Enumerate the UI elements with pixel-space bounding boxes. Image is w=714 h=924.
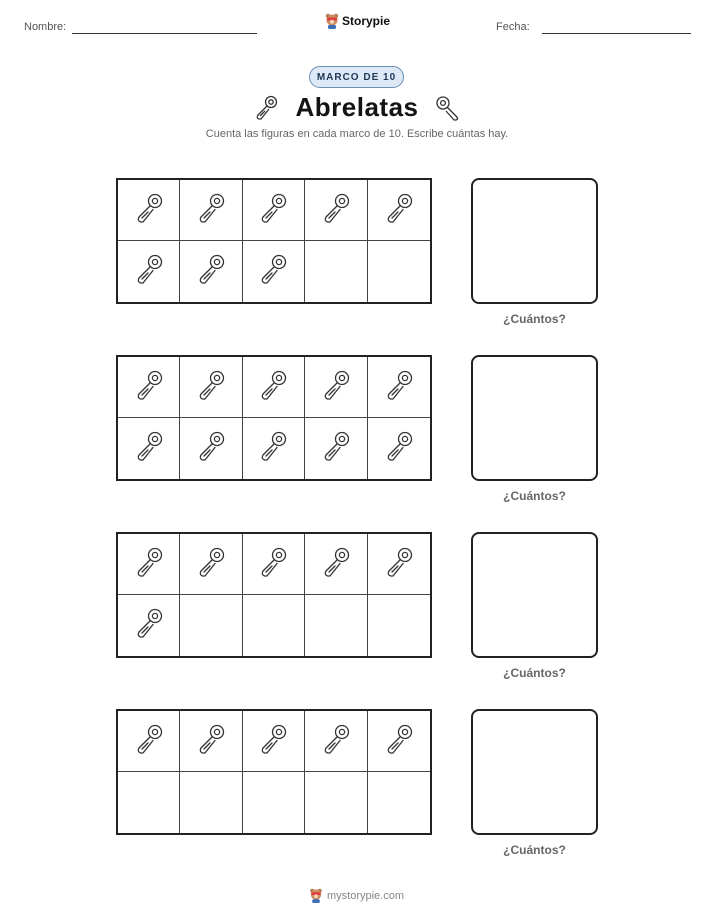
- bear-mascot-icon: [325, 13, 339, 29]
- date-label: Fecha:: [496, 21, 530, 33]
- frame-cell: [368, 595, 430, 656]
- can-opener-icon: [194, 368, 228, 407]
- frame-cell: [118, 772, 180, 833]
- footer-url: mystorypie.com: [327, 889, 405, 902]
- frame-cell: [180, 418, 242, 479]
- frame-cell: [118, 357, 180, 418]
- can-opener-icon: [382, 722, 416, 761]
- can-opener-icon: [132, 722, 166, 761]
- frame-cell: [368, 534, 430, 595]
- bear-mascot-icon: [309, 888, 323, 903]
- can-opener-icon: [319, 429, 353, 468]
- frame-cell: [368, 418, 430, 479]
- answer-box-2[interactable]: [471, 355, 598, 481]
- topic-badge: MARCO DE 10: [309, 66, 404, 88]
- frame-cell: [305, 357, 367, 418]
- date-line[interactable]: [542, 33, 691, 34]
- frame-cell: [180, 534, 242, 595]
- can-opener-icon: [256, 429, 290, 468]
- frame-cell: [180, 772, 242, 833]
- can-opener-icon: [194, 429, 228, 468]
- frame-cell: [180, 711, 242, 772]
- can-opener-icon: [132, 252, 166, 291]
- footer: [309, 888, 404, 903]
- frame-cell: [118, 711, 180, 772]
- can-opener-icon: [132, 368, 166, 407]
- frame-cell: [243, 357, 305, 418]
- frame-cell: [118, 534, 180, 595]
- answer-label-1: ¿Cuántos?: [503, 312, 566, 326]
- can-opener-icon: [256, 545, 290, 584]
- frame-cell: [118, 241, 180, 302]
- answer-label-4: ¿Cuántos?: [503, 843, 566, 857]
- can-opener-icon: [382, 429, 416, 468]
- frame-cell: [243, 772, 305, 833]
- can-opener-icon: [382, 545, 416, 584]
- can-opener-icon: [132, 191, 166, 230]
- ten-frame-3: [116, 532, 432, 658]
- frame-cell: [180, 241, 242, 302]
- ten-frame-1: [116, 178, 432, 304]
- ten-frame-2: [116, 355, 432, 481]
- frame-cell: [243, 595, 305, 656]
- can-opener-icon: [382, 368, 416, 407]
- can-opener-icon: [132, 545, 166, 584]
- frame-cell: [243, 418, 305, 479]
- frame-cell: [118, 595, 180, 656]
- frame-cell: [243, 180, 305, 241]
- can-opener-icon: [319, 368, 353, 407]
- frame-cell: [118, 418, 180, 479]
- frame-cell: [243, 711, 305, 772]
- frame-cell: [180, 180, 242, 241]
- frame-cell: [305, 595, 367, 656]
- answer-label-3: ¿Cuántos?: [503, 666, 566, 680]
- can-opener-icon: [194, 191, 228, 230]
- frame-cell: [180, 595, 242, 656]
- frame-cell: [305, 534, 367, 595]
- answer-label-2: ¿Cuántos?: [503, 489, 566, 503]
- frame-cell: [368, 241, 430, 302]
- frame-cell: [305, 418, 367, 479]
- frame-cell: [368, 357, 430, 418]
- frame-cell: [305, 180, 367, 241]
- frame-cell: [368, 180, 430, 241]
- frame-cell: [180, 357, 242, 418]
- brand-logo: [325, 13, 390, 29]
- frame-cell: [368, 711, 430, 772]
- can-opener-icon: [256, 252, 290, 291]
- instructions: Cuenta las figuras en cada marco de 10. Escribe cuántas hay.: [205, 128, 509, 140]
- can-opener-icon: [194, 252, 228, 291]
- page-title: Abrelatas: [295, 92, 419, 122]
- can-opener-icon: [319, 191, 353, 230]
- frame-cell: [305, 241, 367, 302]
- frame-cell: [243, 241, 305, 302]
- can-opener-icon: [132, 429, 166, 468]
- can-opener-icon: [319, 722, 353, 761]
- frame-cell: [243, 534, 305, 595]
- frame-cell: [305, 711, 367, 772]
- can-opener-icon: [194, 545, 228, 584]
- answer-box-3[interactable]: [471, 532, 598, 658]
- can-opener-icon: [319, 545, 353, 584]
- brand-name: Storypie: [342, 14, 391, 28]
- frame-cell: [368, 772, 430, 833]
- ten-frame-4: [116, 709, 432, 835]
- can-opener-icon: [256, 722, 290, 761]
- frame-cell: [305, 772, 367, 833]
- frame-cell: [118, 180, 180, 241]
- can-opener-icon: [434, 94, 462, 122]
- can-opener-icon: [194, 722, 228, 761]
- can-opener-icon: [256, 191, 290, 230]
- answer-box-1[interactable]: [471, 178, 598, 304]
- can-opener-icon: [256, 368, 290, 407]
- answer-box-4[interactable]: [471, 709, 598, 835]
- name-line[interactable]: [72, 33, 257, 34]
- can-opener-icon: [382, 191, 416, 230]
- can-opener-icon: [132, 606, 166, 645]
- name-label: Nombre:: [24, 21, 67, 33]
